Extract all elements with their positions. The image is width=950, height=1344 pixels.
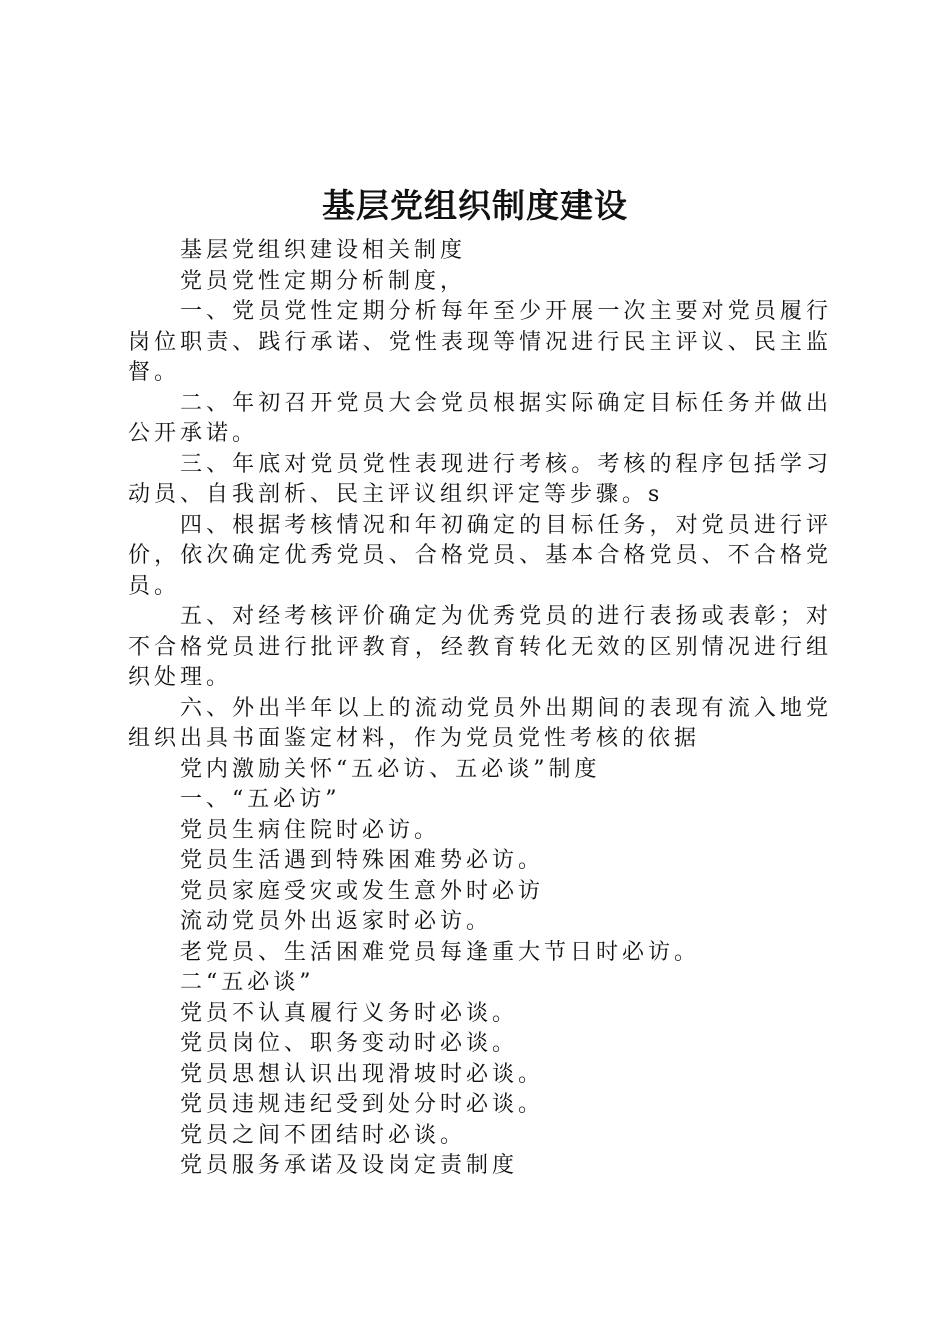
paragraph: 党员岗位、职务变动时必谈。: [180, 1031, 519, 1056]
paragraph: 三、年底对党员党性表现进行考核。考核的程序包括学习动员、自我剖析、民主评议组织评定等步骤。s: [128, 451, 832, 507]
paragraph: 二“五必谈”: [180, 970, 315, 995]
paragraph: 党内激励关怀“五必访、五必谈”制度: [180, 756, 601, 782]
paragraph: 党员服务承诺及设岗定责制度: [180, 1153, 519, 1178]
paragraph: 六、外出半年以上的流动党员外出期间的表现有流入地党组织出具书面鉴定材料，作为党员党性考核的依据: [128, 695, 832, 751]
paragraph: 党员不认真履行义务时必谈。: [180, 1000, 519, 1026]
paragraph: 党员之间不团结时必谈。: [180, 1122, 467, 1148]
paragraph: 党员生病住院时必访。: [180, 817, 441, 843]
paragraph: 一、党员党性定期分析每年至少开展一次主要对党员履行岗位职责、践行承诺、党性表现等情况进行民主评议、民主监督。: [128, 299, 832, 385]
paragraph: 二、年初召开党员大会党员根据实际确定目标任务并做出公开承诺。: [128, 390, 832, 446]
paragraph: 老党员、生活困难党员每逢重大节日时必访。: [180, 939, 701, 965]
paragraph: 党员违规违纪受到处分时必谈。: [180, 1092, 545, 1117]
paragraph: 党员党性定期分析制度，: [180, 268, 467, 294]
paragraph: 一、“五必访”: [180, 787, 341, 812]
paragraph: 五、对经考核评价确定为优秀党员的进行表扬或表彰；对不合格党员进行批评教育，经教育转化无效的区别情况进行组织处理。: [128, 604, 832, 690]
paragraph: 四、根据考核情况和年初确定的目标任务，对党员进行评价，依次确定优秀党员、合格党员、基本合格党员、不合格党员。: [128, 512, 832, 599]
paragraph: 流动党员外出返家时必访。: [180, 909, 493, 934]
paragraph: 党员生活遇到特殊困难势必访。: [180, 848, 545, 873]
paragraph: 基层党组织建设相关制度: [180, 238, 467, 263]
paragraph: 党员思想认识出现滑坡时必谈。: [180, 1061, 545, 1087]
document-title: 基层党组织制度建设: [322, 186, 628, 225]
document-body: [128, 236, 832, 1182]
paragraph: 党员家庭受灾或发生意外时必访: [180, 878, 545, 904]
